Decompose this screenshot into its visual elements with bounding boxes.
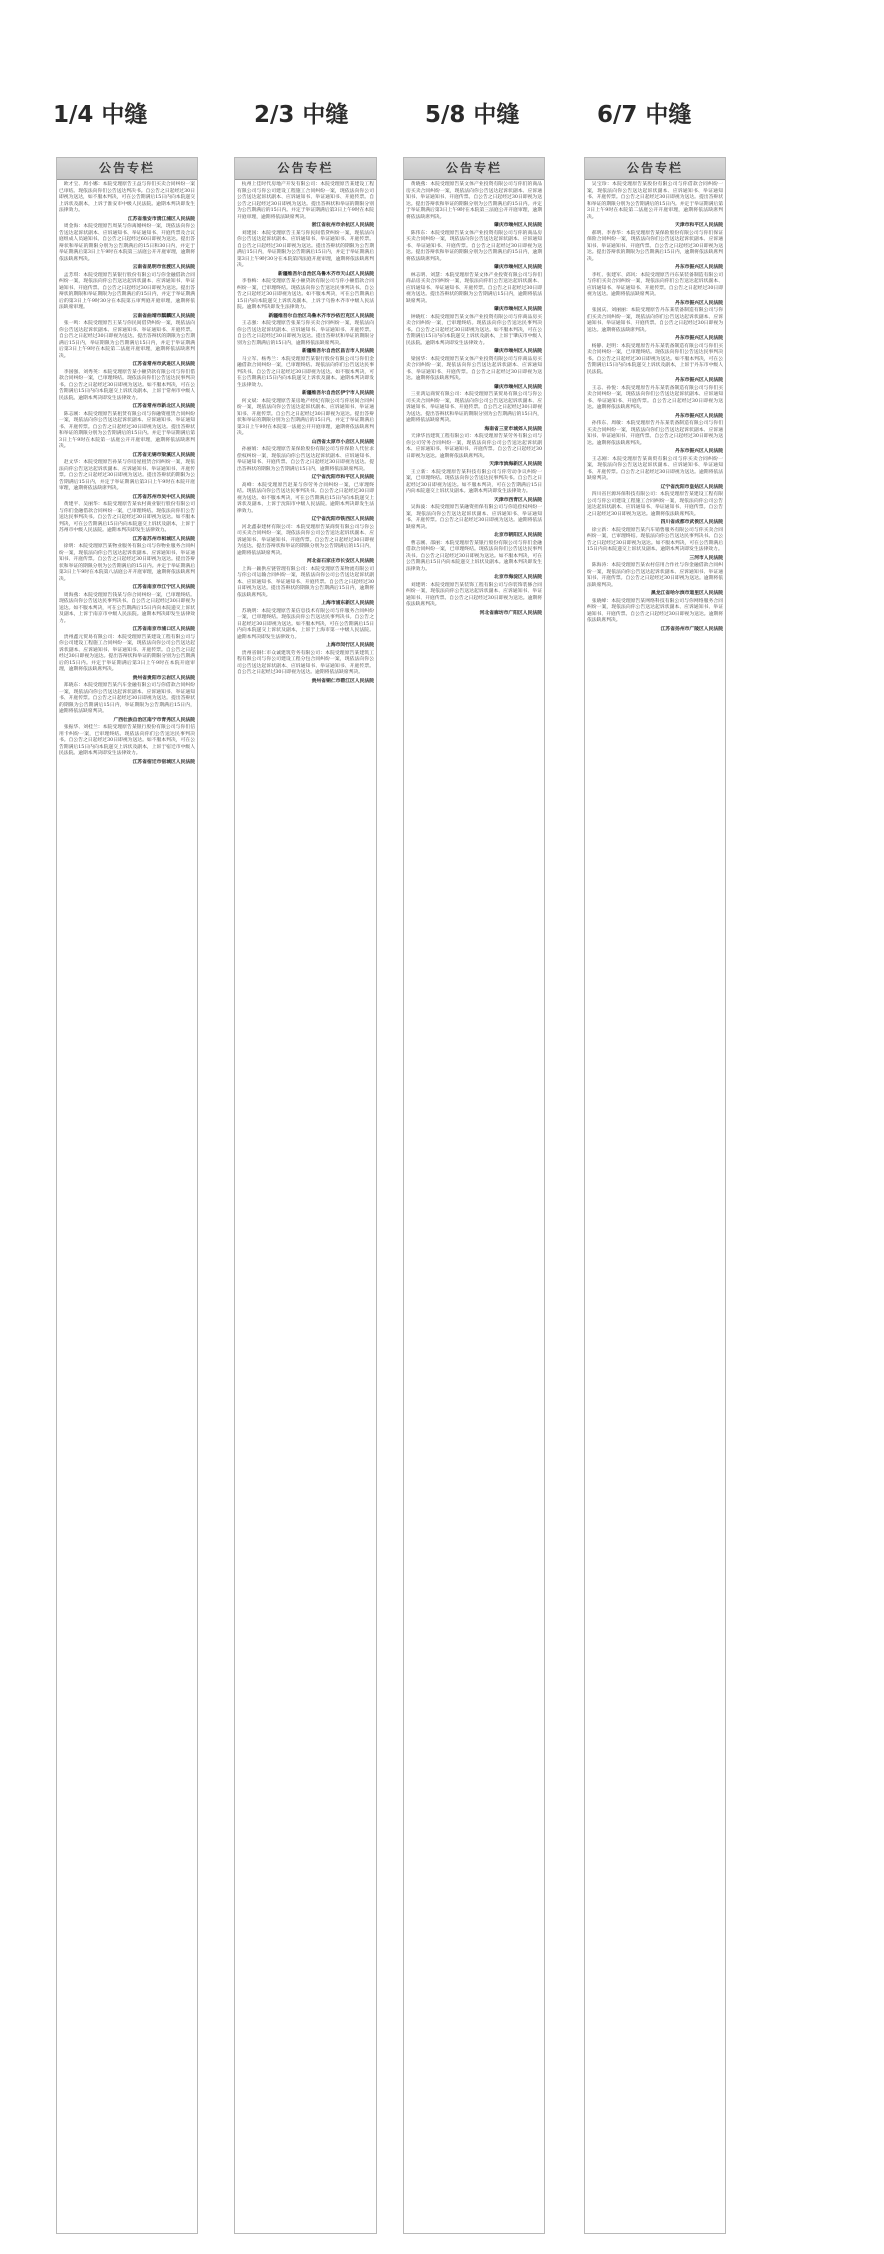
notice-court: 新疆维吾尔自治区伊宁市人民法院 bbox=[302, 390, 374, 396]
notice-court: 辽宁省沈阳市皇姑区人民法院 bbox=[660, 483, 723, 490]
notice-court: 天津市滨海新区人民法院 bbox=[489, 461, 542, 467]
notice-text: 孙丽娟：本院受理原告某保险股份有限公司与你保险人代位求偿权纠纷一案，现依法向你公告送达起诉状副本、应诉通知书、举证通知书、开庭传票。自公告之日起经过30日即视为送达。提出答辩状的期限为公告期满后15日内，逾期将依法缺席判决。 bbox=[237, 447, 374, 472]
column-label-1: 1/4 中缝 bbox=[53, 102, 148, 128]
notice-court: 丹东市振兴区人民法院 bbox=[675, 412, 723, 419]
notice-court: 贵州省贵阳市云岩区人民法院 bbox=[132, 674, 195, 681]
notice-court: 丹东市振兴区人民法院 bbox=[675, 299, 723, 306]
notice-text: 徐明：本院受理原告某物业服务有限公司与你物业服务合同纠纷一案，现依法向你公告送达起诉状副本、应诉通知书、举证通知书、开庭传票。自公告之日起经过30日即视为送达。提出答辩状和举证的期限分别为公告期满后的15日内。并定于举证期满后第3日上午9时在本院第八法庭公开开庭审理，逾期将依法缺席判决。 bbox=[59, 544, 195, 582]
notice-text: 贵州鑫元贸易有限公司：本院受理原告某建设工程有限公司与你公司建设工程施工合同纠纷一案，现依法向你公司公告送达起诉状副本、应诉通知书、举证通知书、开庭传票。自公告之日起经过30日即视为送达。提出答辩状和举证的期限分别为公告期满后的15日内。并定于举证期满后第3日上午9时在本院开庭审理，逾期将依法缺席判决。 bbox=[59, 634, 195, 672]
notice-text: 王志、孙悦：本院受理原告丹东某装备制造有限公司与你们买卖合同纠纷一案，现依法向你们公告送达起诉状副本、应诉通知书、举证通知书、开庭传票。自公告之日起经过30日即视为送达。逾期将依法缺席判决。 bbox=[587, 385, 723, 410]
notice-court: 新疆维吾尔自治区乌鲁木齐市天山区人民法院 bbox=[278, 270, 374, 277]
notice-court: 江苏省无锡市梁溪区人民法院 bbox=[132, 451, 195, 458]
notice-text: 上海一颖供应链管理有限公司：本院受理原告某物流有限公司与你公司运输合同纠纷一案，现依法向你公司公告送达起诉状副本、应诉通知书、举证通知书、开庭传票。自公告之日起经过30日即视为送达。提出答辩状的期限为公告期满后15日内，逾期将依法缺席判决。 bbox=[237, 566, 374, 598]
notice-text: 钟晓红：本院受理原告某文体产业投资有限公司与你商品房买卖合同纠纷一案，已审理终结。现依法向你公告送达民事判决书。自公告之日起经过30日即视为送达。如不服本判决，可在公告期满后15日内向本院递交上诉状及副本，上诉于肇庆市中级人民法院。逾期本判决即发生法律效力。 bbox=[406, 314, 542, 346]
notice-court: 上海市闵行区人民法院 bbox=[326, 642, 374, 648]
notice-court: 江苏省南京市江宁区人民法院 bbox=[132, 584, 195, 590]
notice-court: 肇庆市端州区人民法院 bbox=[494, 306, 542, 312]
notice-text: 孟芳琪：本院受理原告某银行股份有限公司与你金融借款合同纠纷一案，现依法向你公告送达起诉状副本、应诉通知书、举证通知书、开庭传票。自公告之日起经过30日即视为送达。提出答辩状的期限和举证期限为公告期满后的15日内，并定于举证期满后的第3日上午9时30分在本院第五审判庭开庭审理，逾期将依法缺席审理。 bbox=[59, 272, 195, 310]
notice-court: 河北省廊坊市广阳区人民法院 bbox=[479, 609, 542, 616]
notice-text: 周海燕：本院受理原告钱某与你合同纠纷一案，已审理终结。现依法向你公告送达民事判决书。自公告之日起经过30日即视为送达。如不服本判决，可在公告期满后15日内向本院递交上诉状及副本，上诉于南京市中级人民法院。逾期本判决即发生法律效力。 bbox=[59, 592, 195, 624]
notice-court: 江苏省宿迁市宿城区人民法院 bbox=[132, 758, 195, 765]
notice-text: 刘建国：本院受理原告王某与你民间借贷纠纷一案，现依法向你公告送达起诉状副本、应诉通知书、举证通知书、开庭传票。自公告之日起经过30日即视为送达。提出答辩状的期限为公告期满后15日内，举证期限为公告期满后15日内，并定于举证期满后第3日上午9时30分在本院第四法庭开庭审理，逾期将依法缺席判决。 bbox=[237, 230, 374, 268]
notice-column-1 bbox=[56, 157, 198, 2234]
notice-court: 云南省曲靖市麒麟区人民法院 bbox=[132, 312, 195, 319]
column-label-2: 2/3 中缝 bbox=[254, 102, 349, 128]
notice-court: 肇庆市端州区人民法院 bbox=[494, 383, 542, 390]
notice-court: 江苏省淮安市清江浦区人民法院 bbox=[127, 215, 195, 222]
notice-text: 欧才宝、周小娜：本院受理原告王益与你们买卖合同纠纷一案已审结。现依法向你们公告送达判决书。自公告之日起经过30日即视为送达，如不服本判决，可在公告期满后15日内向本院递交上诉状及副本，上诉于淮安市中级人民法院。逾期本判决即发生法律效力。 bbox=[59, 182, 195, 213]
notice-text: 陈伟东：本院受理原告某文体产业投资有限公司与你的商品房买卖合同纠纷一案，现依法向你公告送达起诉状副本、应诉通知书、举证通知书、开庭传票。自公告之日起经过30日即视为送达。提出答辩状和举证的期限分别为公告期满后的15日内，逾期将依法缺席判决。 bbox=[406, 230, 542, 262]
notice-court: 辽宁省沈阳市和平区人民法院 bbox=[311, 474, 374, 480]
notice-text: 吴宝珍：本院受理原告某股份有限公司与你借款合同纠纷一案，现依法向你公告送达起诉状副本、应诉通知书、举证通知书、开庭传票。自公告之日起经过30日即视为送达。提出答辩状和举证的期限分别为公告期满后的15日内。并定于举证期满后第3日上午9时在本院第二法庭公开开庭审理，逾期将依法缺席判决。 bbox=[587, 182, 723, 220]
notice-court: 丹东市振兴区人民法院 bbox=[675, 448, 723, 454]
notice-text: 黄建平、吴丽华：本院受理原告某农村商业银行股份有限公司与你们金融借款合同纠纷一案，已审理终结。现依法向你们公告送达民事判决书。自公告之日起经过30日即视为送达。如不服本判决，可在公告期满后15日内向本院递交上诉状及副本，上诉于苏州市中级人民法院。逾期本判决即发生法律效力。 bbox=[59, 502, 195, 533]
notice-text: 王志强：本院受理原告张某与你买卖合同纠纷一案，现依法向你公告送达起诉状副本、应诉通知书、举证通知书、开庭传票。自公告之日起经过30日即视为送达。提出答辩状和举证的期限分别为公告期满后的15日内，逾期将依法缺席判决。 bbox=[237, 321, 374, 346]
notice-court: 北京市海淀区人民法院 bbox=[494, 574, 542, 580]
column-header: 公告专栏 bbox=[404, 158, 544, 180]
notice-text: 周金海：本院受理原告周某与你离婚纠纷一案，现依法向你公告送达起诉状副本、应诉通知书、举证通知书、开庭传票及合议庭组成人员通知书。自公告之日起经过60日即视为送达。提出答辩状和举证的期限分别为公告期满后的15日和30日内，并定于举证期满后第3日上午9时在本院第三法庭公开开庭审理，逾期将依法缺席判决。 bbox=[59, 224, 195, 262]
column-body bbox=[57, 180, 197, 765]
notice-text: 张国庆、刘丽丽：本院受理原告丹东某装备制造有限公司与你们买卖合同纠纷一案，现依法向你们公告送达起诉状副本、应诉通知书、举证通知书、开庭传票。自公告之日起经过30日即视为送达。逾期将依法缺席判决。 bbox=[587, 308, 723, 333]
notice-text: 杨静、赵明：本院受理原告丹东某装备制造有限公司与你们买卖合同纠纷一案，已审理终结。现依法向你们公告送达民事判决书。自公告之日起经过30日即视为送达。如不服本判决，可在公告期满后15日内向本院递交上诉状及副本，上诉于丹东市中级人民法院。 bbox=[587, 343, 723, 375]
notice-text: 河北鑫泰建材有限公司：本院受理原告某商贸有限公司与你公司买卖合同纠纷一案，现依法向你公司公告送达起诉状副本、应诉通知书、举证通知书、开庭传票。自公告之日起经过30日即视为送达。提出答辩状和举证的期限分别为公告期满后的15日内，逾期将依法缺席判决。 bbox=[237, 524, 374, 556]
notice-text: 张振华、刘桂兰：本院受理原告某银行股份有限公司与你们信用卡纠纷一案，已审理终结。现依法向你们公告送达民事判决书。自公告之日起经过30日即视为送达。如不服本判决，可在公告期满后15日内向本院递交上诉状及副本，上诉于宿迁市中级人民法院。逾期本判决即发生法律效力。 bbox=[59, 725, 195, 756]
notice-court: 天津市西青区人民法院 bbox=[494, 496, 542, 503]
notice-text: 徐立新：本院受理原告某汽车销售服务有限公司与你买卖合同纠纷一案，已审理终结。现依法向你公告送达民事判决书。自公告之日起经过30日即视为送达。如不服本判决，可在公告期满后15日内向本院递交上诉状及副本。逾期本判决即发生法律效力。 bbox=[587, 527, 723, 552]
notice-court: 上海市浦东新区人民法院 bbox=[321, 600, 374, 606]
notice-text: 张一鸣：本院受理原告王某与你民间借贷纠纷一案，现依法向你公告送达起诉状副本、应诉通知书、举证通知书、开庭传票。自公告之日起经过30日即视为送达。提出答辩状的期限为公告期满后15日内，举证期限为公告期满后15日内，并定于举证期满后第3日上午9时在本院第二法庭开庭审理，逾期将依法缺席判决。 bbox=[59, 321, 195, 359]
notice-court: 天津市和平区人民法院 bbox=[675, 222, 723, 228]
notice-court: 丹东市振兴区人民法院 bbox=[675, 264, 723, 270]
column-body bbox=[404, 180, 544, 616]
column-label-3: 5/8 中缝 bbox=[425, 102, 520, 128]
notice-text: 李春梅：本院受理原告某小额贷款有限公司与你小额借款合同纠纷一案，已审理终结。现依法向你公告送达民事判决书。自公告之日起经过30日即视为送达。如不服本判决，可在公告期满后15日内向本院递交上诉状及副本，上诉于乌鲁木齐市中级人民法院。逾期本判决即发生法律效力。 bbox=[237, 279, 374, 310]
notice-text: 赵文华：本院受理原告孙某与你房屋租赁合同纠纷一案，现依法向你公告送达起诉状副本、应诉通知书、举证通知书、开庭传票。自公告之日起经过30日即视为送达。提出答辩状的期限为公告期满后15日内，并定于举证期满后第3日上午9时在本院开庭审理，逾期将依法缺席判决。 bbox=[59, 460, 195, 491]
column-header: 公告专栏 bbox=[585, 158, 725, 180]
notice-court: 肇庆市端州区人民法院 bbox=[494, 348, 542, 354]
notice-text: 孙伟东、周敏：本院受理原告丹东某装备制造有限公司与你们买卖合同纠纷一案，现依法向你们公告送达起诉状副本、应诉通知书、举证通知书、开庭传票。自公告之日起经过30日即视为送达。逾期将依法缺席判决。 bbox=[587, 421, 723, 446]
notice-court: 肇庆市端州区人民法院 bbox=[494, 264, 542, 270]
notice-text: 三亚鸿运商贸有限公司：本院受理原告某贸易有限公司与你公司买卖合同纠纷一案，现依法向你公司公告送达起诉状副本、应诉通知书、举证通知书、开庭传票。自公告之日起经过30日即视为送达。提出答辩状和举证的期限分别为公告期满后的15日内，逾期将依法缺席判决。 bbox=[406, 392, 542, 423]
notice-court: 贵州省铜仁市碧江区人民法院 bbox=[311, 677, 374, 684]
notice-text: 刘建明：本院受理原告某装饰工程有限公司与你装饰装修合同纠纷一案，现依法向你公告送达起诉状副本、应诉通知书、举证通知书、开庭传票。自公告之日起经过30日即视为送达。逾期将依法缺席判决。 bbox=[406, 582, 542, 607]
column-body bbox=[235, 180, 376, 684]
notice-text: 陈志刚：本院受理原告某租赁有限公司与你融资租赁合同纠纷一案，现依法向你公告送达起诉状副本、应诉通知书、举证通知书、开庭传票。自公告之日起经过30日即视为送达。提出答辩状和举证的期限分别为公告期满后的15日内。并定于举证期满后第3日上午9时在本院第一法庭公开开庭审理，逾期将依法缺席判决。 bbox=[59, 411, 195, 449]
notice-court: 江苏省常州市武进区人民法院 bbox=[132, 361, 195, 367]
notice-court: 江苏省南京市浦口区人民法院 bbox=[132, 626, 195, 632]
notice-text: 四川省巨源环保科技有限公司：本院受理原告某建设工程有限公司与你公司建设工程施工合同纠纷一案，现依法向你公司公告送达起诉状副本、应诉通知书、举证通知书、开庭传票。自公告之日起经过30日即视为送达。逾期将依法缺席判决。 bbox=[587, 492, 723, 517]
notice-court: 浙江省杭州市余杭区人民法院 bbox=[311, 222, 374, 228]
notice-court: 广西壮族自治区南宁市青秀区人民法院 bbox=[113, 716, 195, 723]
notice-column-4 bbox=[584, 157, 726, 2234]
notice-court: 新疆维吾尔自治区乌鲁木齐市沙依巴克区人民法院 bbox=[268, 312, 374, 319]
notice-text: 李国强、刘秀英：本院受理原告某小额贷款有限公司与你们借款合同纠纷一案，已审理终结。现依法向你们公告送达民事判决书。自公告之日起经过30日即视为送达。如不服本判决，可在公告期满后15日内向本院递交上诉状及副本，上诉于常州市中级人民法院。逾期本判决即发生法律效力。 bbox=[59, 369, 195, 401]
notice-text: 林志明、刘慧：本院受理原告某文体产业投资有限公司与你们商品房买卖合同纠纷一案，现依法向你们公告送达起诉状副本、应诉通知书、举证通知书、开庭传票。自公告之日起经过30日即视为送达。提出答辩状的期限为公告期满后15日内，逾期将依法缺席判决。 bbox=[406, 272, 542, 304]
notice-court: 海南省三亚市城郊人民法院 bbox=[484, 425, 542, 432]
notice-text: 苏晓明：本院受理原告某信息技术有限公司与你服务合同纠纷一案，已审理终结。现依法向你公告送达民事判决书。自公告之日起经过30日即视为送达。如不服本判决，可在公告期满后15日内向本院递交上诉状及副本，上诉于上海市第一中级人民法院。逾期本判决即发生法律效力。 bbox=[237, 608, 374, 640]
notice-text: 王志刚：本院受理原告某商贸有限公司与你买卖合同纠纷一案，现依法向你公告送达起诉状副本、应诉通知书、举证通知书、开庭传票。自公告之日起经过30日即视为送达。逾期将依法缺席判决。 bbox=[587, 456, 723, 481]
column-label-4: 6/7 中缝 bbox=[597, 102, 692, 128]
notice-court: 江苏省苏州市吴中区人民法院 bbox=[132, 493, 195, 500]
notice-court: 江苏省扬州市广陵区人民法院 bbox=[660, 625, 723, 632]
notice-court: 三河市人民法院 bbox=[689, 554, 723, 561]
notice-text: 张晓峰：本院受理原告某网络科技有限公司与你网络服务合同纠纷一案，现依法向你公告送达起诉状副本、应诉通知书、举证通知书、开庭传票。自公告之日起经过30日即视为送达。逾期将依法缺席判决。 bbox=[587, 598, 723, 623]
notice-text: 贵州省铜仁市众诚建筑劳务有限公司：本院受理原告某建筑工程有限公司与你公司建设工程分包合同纠纷一案，现依法向你公司公告送达起诉状副本、应诉通知书、举证通知书、开庭传票。自公告之日起经过30日即视为送达。逾期将依法缺席判决。 bbox=[237, 650, 374, 675]
column-header: 公告专栏 bbox=[235, 158, 376, 180]
notice-text: 陈海涛：本院受理原告某农村信用合作社与你金融借款合同纠纷一案，现依法向你公告送达起诉状副本、应诉通知书、举证通知书、开庭传票。自公告之日起经过30日即视为送达。逾期将依法缺席判决。 bbox=[587, 563, 723, 588]
notice-text: 王立新：本院受理原告某科技有限公司与你劳动争议纠纷一案，已审理终结。现依法向你公告送达民事判决书。自公告之日起经过30日即视为送达。如不服本判决，可在公告期满后15日内向本院递交上诉状及副本。逾期本判决即发生法律效力。 bbox=[406, 469, 542, 494]
notice-court: 丹东市振兴区人民法院 bbox=[675, 377, 723, 383]
notice-text: 天津华昌建筑工程有限公司：本院受理原告某劳务有限公司与你公司劳务合同纠纷一案，现依法向你公司公告送达起诉状副本、应诉通知书、举证通知书、开庭传票。自公告之日起经过30日即视为送达。逾期将依法缺席判决。 bbox=[406, 434, 542, 459]
column-header: 公告专栏 bbox=[57, 158, 197, 180]
notice-court: 四川省成都市武侯区人民法院 bbox=[660, 519, 723, 525]
notice-text: 郝明、李春华：本院受理原告某保险股份有限公司与你们保证保险合同纠纷一案，现依法向你们公告送达起诉状副本、应诉通知书、举证通知书、开庭传票。自公告之日起经过30日即视为送达。提出答辩状的期限为公告期满后15日内，逾期将依法缺席判决。 bbox=[587, 230, 723, 262]
notice-text: 曹志刚、邵丽：本院受理原告某银行股份有限公司与你们金融借款合同纠纷一案，已审理终结。现依法向你们公告送达民事判决书。自公告之日起经过30日即视为送达。如不服本判决，可在公告期满后15日内向本院递交上诉状及副本。逾期本判决即发生法律效力。 bbox=[406, 540, 542, 572]
notice-column-3 bbox=[403, 157, 545, 2234]
notice-court: 辽宁省沈阳市铁西区人民法院 bbox=[311, 516, 374, 522]
notice-court: 新疆维吾尔自治区昌吉市人民法院 bbox=[302, 348, 374, 354]
notice-text: 李红、张建军、邱风：本院受理原告丹东某装备制造有限公司与你们买卖合同纠纷一案，现依法向你们公告送达起诉状副本、应诉通知书、举证通知书、开庭传票。自公告之日起经过30日即视为送达。逾期将依法缺席判决。 bbox=[587, 272, 723, 297]
notice-court: 江苏省苏州市相城区人民法院 bbox=[132, 535, 195, 542]
notice-court: 山西省太原市小店区人民法院 bbox=[311, 438, 374, 445]
notice-court: 江苏省常州市新北区人民法院 bbox=[132, 403, 195, 409]
notice-text: 杭州上佳时代房地产开发有限公司：本院受理原告某建设工程有限公司与你公司建设工程施工合同纠纷一案，现依法向你公司公告送达起诉状副本、应诉通知书、举证通知书、开庭传票。自公告之日起经过30日即视为送达。提出答辩状和举证的期限分别为公告期满后的15日内。并定于举证期满后第3日上午9时在本院开庭审理，逾期将依法缺席判决。 bbox=[237, 182, 374, 220]
notice-text: 吴海波：本院受理原告某融资担保有限公司与你追偿权纠纷一案，现依法向你公告送达起诉状副本、应诉通知书、举证通知书、开庭传票。自公告之日起经过30日即视为送达。逾期将依法缺席判决。 bbox=[406, 505, 542, 530]
notice-court: 云南省昆明市官渡区人民法院 bbox=[132, 264, 195, 270]
notice-text: 梁国华：本院受理原告某文体产业投资有限公司与你商品房买卖合同纠纷一案，现依法向你公告送达起诉状副本、应诉通知书、举证通知书、开庭传票。自公告之日起经过30日即视为送达。逾期将依法缺席判决。 bbox=[406, 356, 542, 381]
notice-text: 何文斌：本院受理原告某房地产经纪有限公司与你居间合同纠纷一案，现依法向你公告送达起诉状副本、应诉通知书、举证通知书、开庭传票。自公告之日起经过30日即视为送达。提出答辩状和举证的期限分别为公告期满后的15日内。并定于举证期满后第3日上午9时在本院第一法庭公开开庭审理，逾期将依法缺席判决。 bbox=[237, 398, 374, 436]
notice-text: 马立军、杨秀兰：本院受理原告某银行股份有限公司与你们金融借款合同纠纷一案，已审理终结。现依法向你们公告送达民事判决书。自公告之日起经过30日即视为送达。如不服本判决，可在公告期满后15日内向本院递交上诉状及副本。逾期本判决即发生法律效力。 bbox=[237, 356, 374, 388]
column-body bbox=[585, 180, 725, 632]
notice-court: 黑龙江省哈尔滨市道里区人民法院 bbox=[651, 590, 723, 596]
notice-text: 黄晓燕：本院受理原告某文体产业投资有限公司与你们的商品房买卖合同纠纷一案，现依法向你公告送达起诉状副本、应诉通知书、举证通知书、开庭传票。自公告之日起经过30日即视为送达。提出答辩状和举证的期限分别为公告期满后的15日内。并定于举证期满后第3日上午9时在本院第三法庭公开开庭审理，逾期将依法缺席判决。 bbox=[406, 182, 542, 220]
notice-court: 河北省石家庄市长安区人民法院 bbox=[306, 558, 374, 564]
notice-column-2 bbox=[234, 157, 377, 2234]
notice-court: 丹东市振兴区人民法院 bbox=[675, 335, 723, 341]
notice-text: 郑晓东：本院受理原告某汽车金融有限公司与你借款合同纠纷一案，现依法向你公告送达起诉状副本、应诉通知书、举证通知书、开庭传票。自公告之日起经过30日即视为送达。提出答辩状的期限为公告期满后15日内，举证期限为公告期满后15日内，逾期将依法缺席判决。 bbox=[59, 683, 195, 714]
notice-text: 高峰：本院受理原告赵某与你劳务合同纠纷一案，已审理终结。现依法向你公告送达民事判决书。自公告之日起经过30日即视为送达。如不服本判决，可在公告期满后15日内向本院递交上诉状及副本，上诉于沈阳市中级人民法院。逾期本判决即发生法律效力。 bbox=[237, 482, 374, 514]
notice-court: 肇庆市端州区人民法院 bbox=[494, 222, 542, 228]
notice-court: 北京市朝阳区人民法院 bbox=[494, 532, 542, 538]
